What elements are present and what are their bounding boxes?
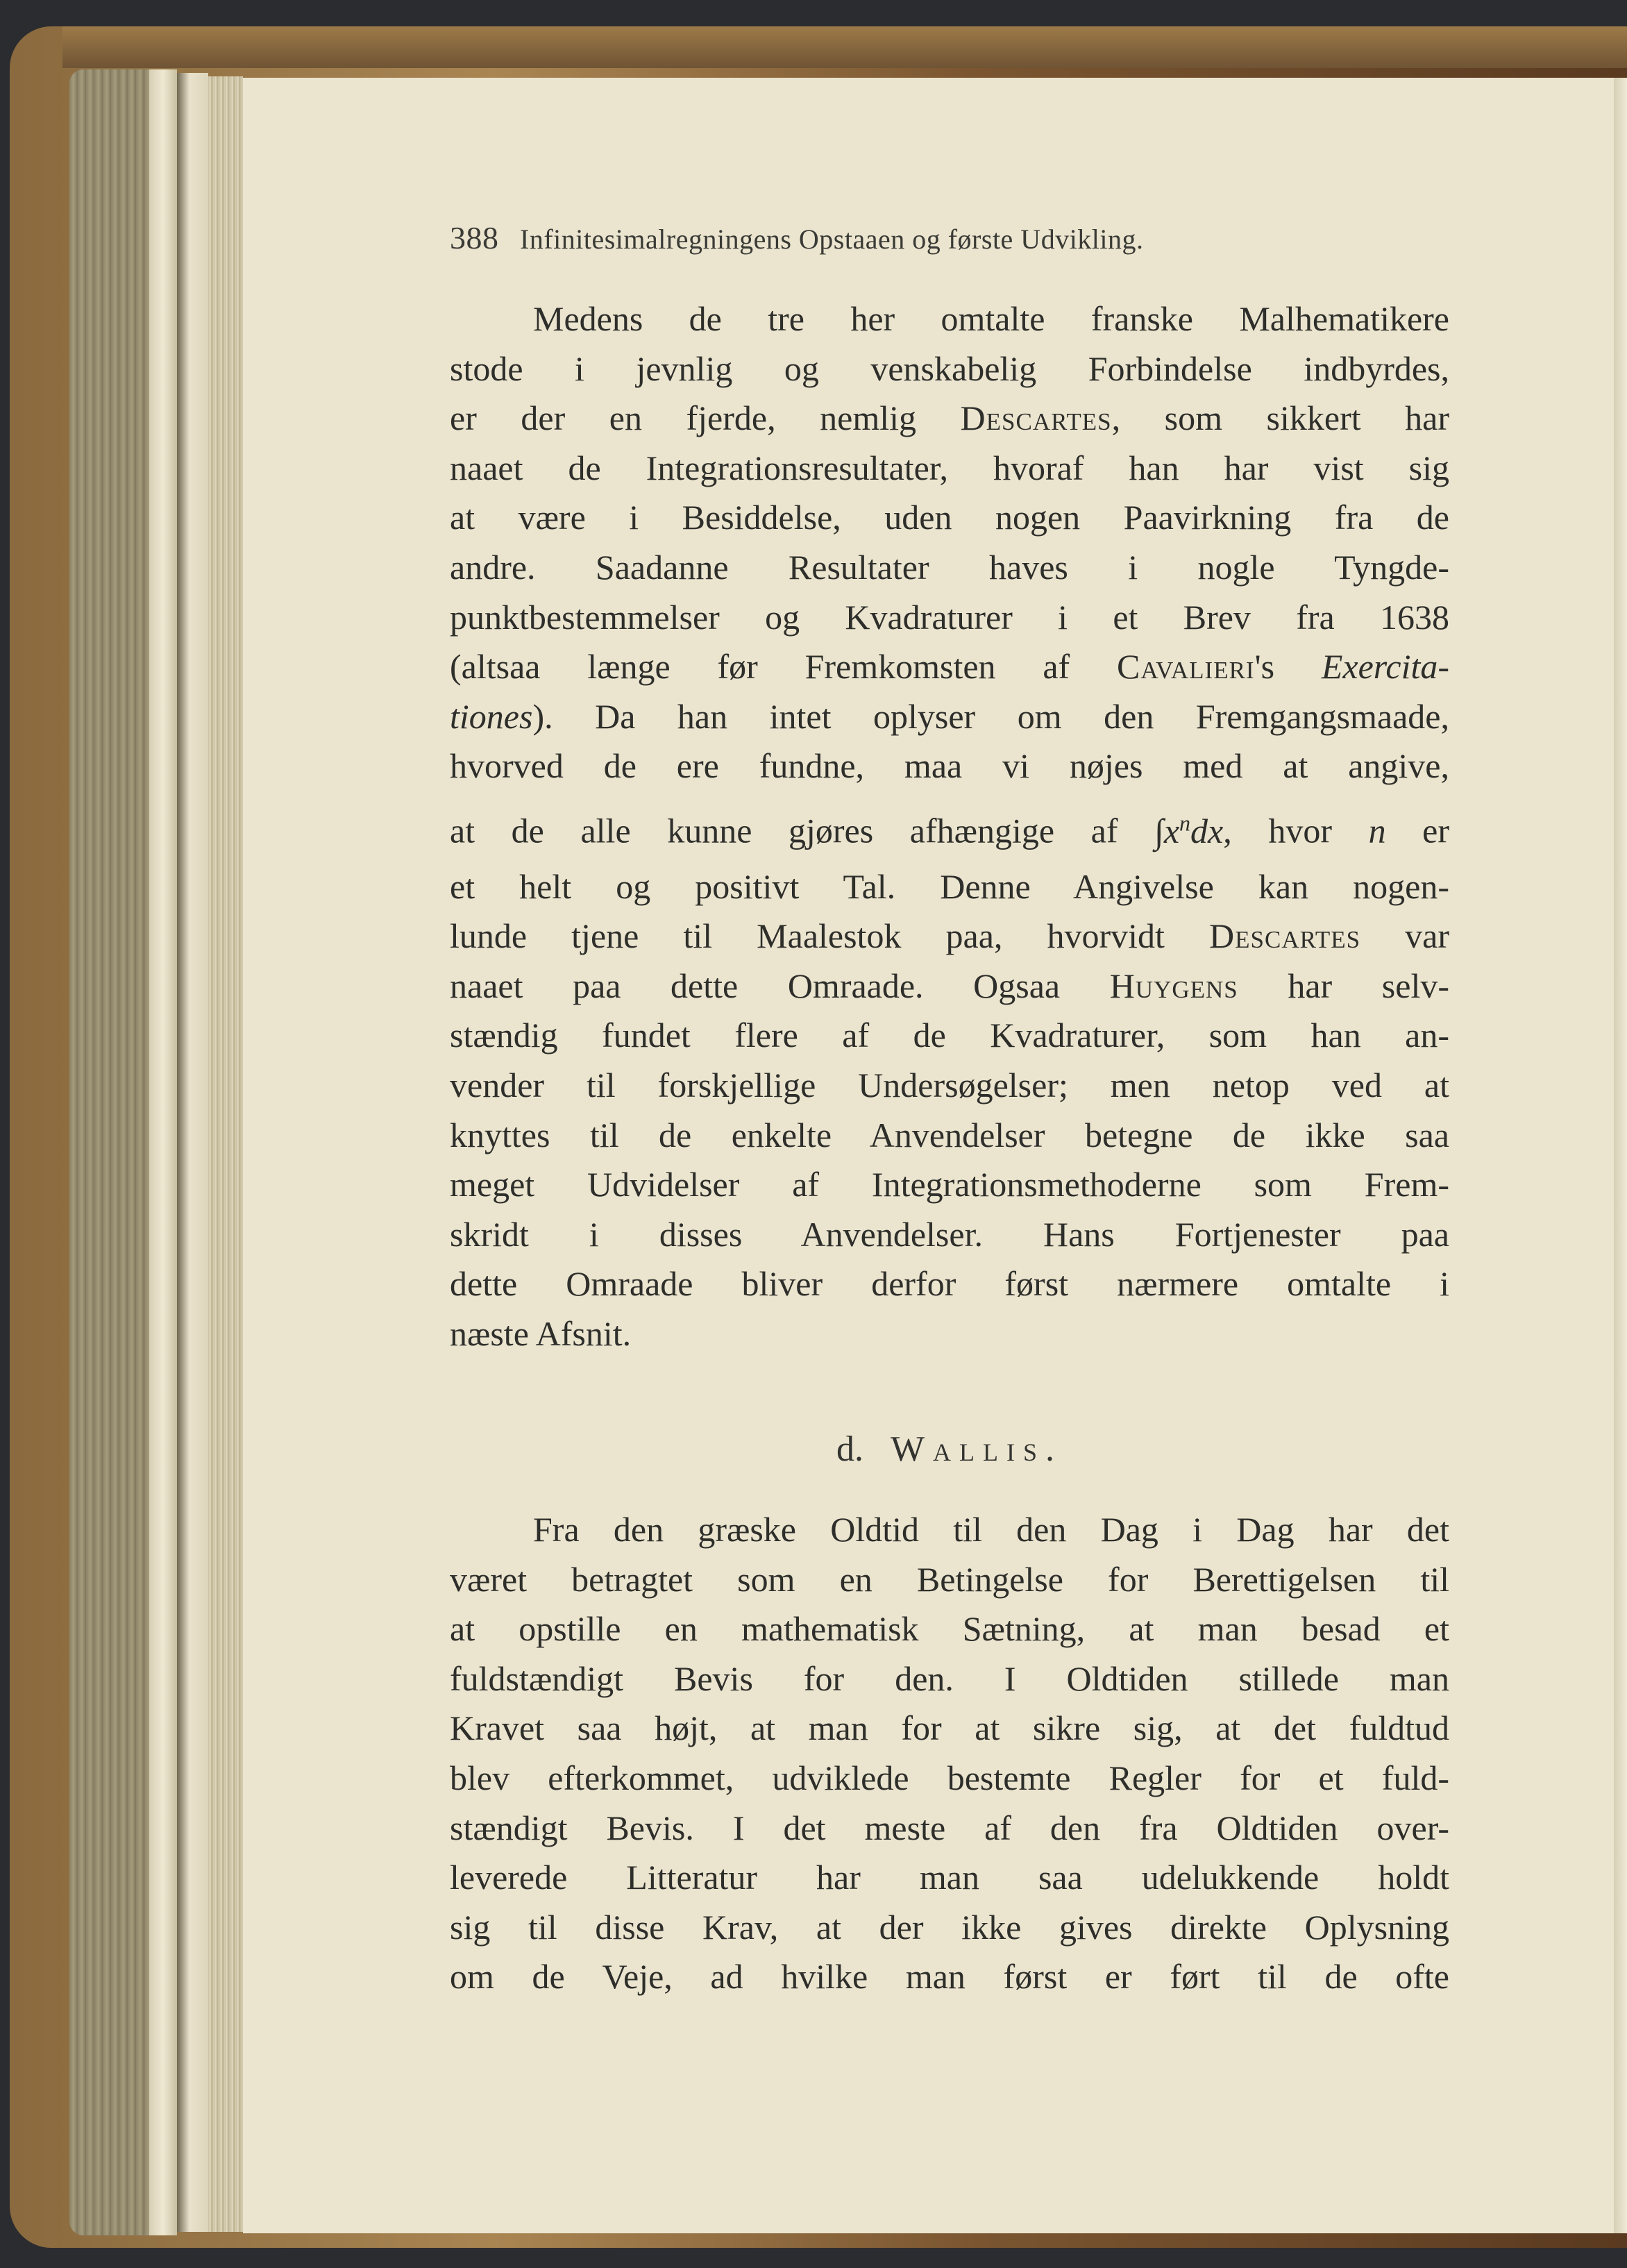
integral-formula [1154, 809, 1224, 850]
text-line: fuldstændigt Bevis for den. I Oldtiden stillede man [450, 1658, 1449, 1698]
book-cover-top-edge [62, 26, 1627, 68]
page-stack-edge-mid [177, 73, 208, 2232]
text-line [450, 642, 1449, 692]
integral-differential: dx [1190, 811, 1224, 850]
text-run: er [1385, 811, 1450, 850]
text-line: Fra den græske Oldtid til den Dag i Dag har det [533, 1510, 1449, 1549]
text-line: knyttes til de enkelte Anvendelser betegne de ikke saa [450, 1115, 1449, 1154]
text-line: et helt og positivt Tal. Denne Angivelse kan nogen- [450, 866, 1449, 906]
text-line: andre. Saadanne Resultater haves i nogle Tyngde- [450, 547, 1449, 587]
text-run: at de alle kunne gjøres afhængige af [450, 811, 1155, 850]
text-line: sig til disse Krav, at der ikke gives direkte Oplysning [450, 1907, 1449, 1947]
text-line [450, 394, 1449, 444]
text-line: stændigt Bevis. I det meste af den fra Oldtiden over- [450, 1808, 1449, 1847]
running-header [450, 219, 1144, 256]
author-name-descartes: Descartes [960, 398, 1112, 438]
author-name-descartes: Descartes [1209, 916, 1361, 956]
text-line [450, 912, 1449, 961]
text-run: er der en fjerde, nemlig [450, 398, 961, 438]
text-run: har selv- [1238, 966, 1449, 1005]
text-line: skridt i disses Anvendelser. Hans Fortjenester paa [450, 1214, 1449, 1254]
section-title: Wallis. [890, 1429, 1063, 1469]
text-line: Medens de tre her omtalte franske Malhematikere [533, 299, 1449, 338]
text-run: naaet paa dette Omraade. Ogsaa [450, 966, 1110, 1005]
text-line: Kravet saa højt, at man for at sikre sig, at det fuldtud [450, 1708, 1449, 1748]
text-line: naaet de Integrationsresultater, hvoraf han har vist sig [450, 448, 1449, 487]
section-label: d. [836, 1429, 863, 1469]
text-line [450, 791, 1449, 862]
text-run: ). Da han intet oplyser om den Fremgangsmaade, [532, 696, 1449, 736]
text-run: 's [1254, 647, 1322, 687]
text-line: stændig fundet flere af de Kvadraturer, som han an- [450, 1016, 1449, 1055]
work-title: Exercita- [1321, 647, 1449, 687]
text-run: lunde tjene til Maalestok paa, hvorvidt [450, 916, 1210, 956]
text-line: om de Veje, ad hvilke man først er ført til de ofte [450, 1957, 1449, 1997]
integral-base: ∫x [1154, 811, 1180, 850]
integral-exponent: n [1179, 809, 1191, 835]
text-line: punktbestemmelser og Kvadraturer i et Brev fra 1638 [450, 597, 1449, 637]
work-title-cont: tiones [450, 696, 533, 736]
text-run: , hvor [1223, 811, 1369, 850]
text-line: at opstille en mathematisk Sætning, at man besad et [450, 1609, 1449, 1649]
author-name-huygens: Huygens [1109, 966, 1238, 1005]
variable-n: n [1368, 811, 1386, 850]
text-line: leverede Litteratur har man saa udelukkende holdt [450, 1858, 1449, 1897]
page-right-edge [1614, 78, 1627, 2233]
text-line [450, 692, 1449, 742]
page-number: 388 [450, 220, 499, 255]
author-name-cavalieri: Cavalieri [1117, 647, 1255, 687]
text-line: næste Afsnit. [450, 1313, 632, 1353]
paragraph-descartes [450, 294, 1449, 1359]
text-line: dette Omraade bliver derfor først nærmere omtalte i [450, 1264, 1449, 1304]
page-stack-edge [69, 69, 153, 2235]
section-heading [450, 1429, 1449, 1470]
text-line: vender til forskjellige Undersøgelser; men netop ved at [450, 1065, 1449, 1104]
text-line: stode i jevnlig og venskabelig Forbindelse indbyrdes, [450, 348, 1449, 388]
paragraph-wallis [450, 1505, 1449, 2002]
page-stack-edge-light [149, 69, 177, 2235]
running-head-title: Infinitesimalregningens Opstaaen og første Udvikling. [520, 224, 1144, 255]
text-line: at være i Besiddelse, uden nogen Paavirkning fra de [450, 498, 1449, 537]
text-line: meget Udvidelser af Integrationsmethoderne som Frem- [450, 1165, 1449, 1204]
text-line [450, 961, 1449, 1011]
text-run: (altsaa længe før Fremkomsten af [450, 647, 1117, 687]
page-stack-edge-fine [208, 76, 243, 2232]
text-line: blev efterkommet, udviklede bestemte Regler for et fuld- [450, 1758, 1449, 1797]
text-run: , som sikkert har [1111, 398, 1449, 438]
text-line: været betragtet som en Betingelse for Berettigelsen til [450, 1559, 1449, 1599]
text-line: hvorved de ere fundne, maa vi nøjes med at angive, [450, 746, 1449, 786]
text-run: var [1360, 916, 1450, 956]
